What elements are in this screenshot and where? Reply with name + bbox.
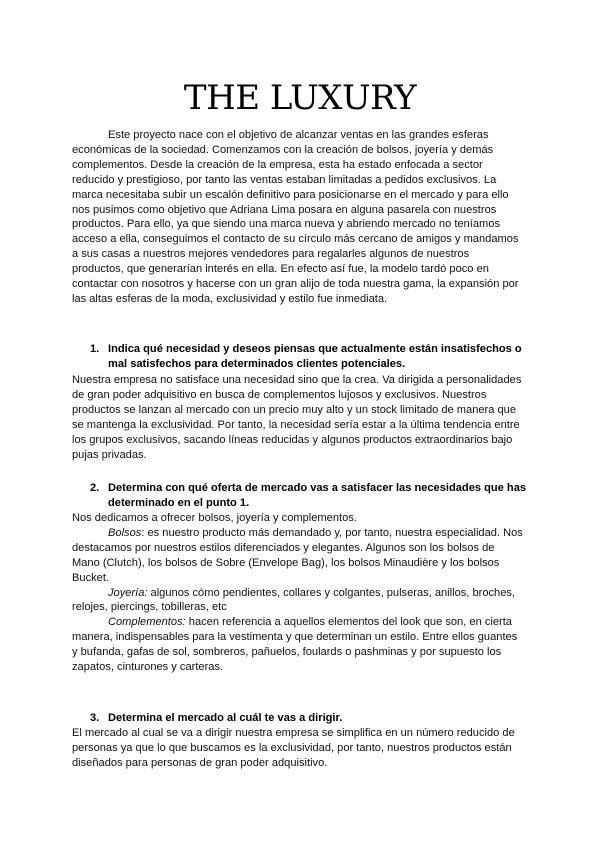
answer-item-joyeria <box>72 586 524 616</box>
question-2-answer <box>72 511 524 675</box>
question-text: Determina el mercado al cuál te vas a dirigir. <box>108 712 343 724</box>
question-text: Indica qué necesidad y deseos piensas que actualmente están insatisfechos o mal satisfechos para determinados clientes potenciales. <box>108 343 522 370</box>
item-term: Bolsos <box>108 526 142 539</box>
question-3-heading <box>90 711 530 726</box>
question-number: 1. <box>90 343 100 355</box>
question-text: Determina con qué oferta de mercado vas a satisfacer las necesidades que has determinado en el punto 1. <box>108 482 527 509</box>
item-text: hacen referencia a aquellos elementos del look que son, en cierta manera, indispensables para la vestimenta y que determinan un estilo. Entre ellos guantes y bufanda, gafas de sol, sombreros, pañuelos, foulards o pashminas y por supuesto los zapatos, cinturones y carteras. <box>72 616 518 674</box>
item-text: algunos cómo pendientes, collares y colgantes, pulseras, anillos, broches, relojes, piercings, tobilleras, etc <box>72 586 516 614</box>
question-2-heading <box>90 481 530 511</box>
document-title: THE LUXURY <box>183 78 417 118</box>
question-1-answer: Nuestra empresa no satisface una necesidad sino que la crea. Va dirigida a personalidades de gran poder adquisitivo en busca de complementos lujosos y exclusivos. Nuestros productos se lanzan al mercado con un precio muy alto y un stock limitado de manera que se mantenga la exclusividad. Por tanto, la necesidad sería estar a la última tendencia entre los grupos exclusivos, sacando líneas reducidas y algunos productos extraordinarios bajo pujas privadas. <box>72 374 522 461</box>
answer-item-complementos <box>72 615 524 675</box>
question-number: 3. <box>90 712 100 724</box>
answer-intro: Nos dedicamos a ofrecer bolsos, joyería y complementos. <box>72 512 357 524</box>
question-3-answer: El mercado al cual se va a dirigir nuestra empresa se simplifica en un número reducido de personas ya que lo que buscamos es la exclusividad, por tanto, nuestros productos están diseñados para personas de gran poder adquisitivo. <box>72 727 515 769</box>
item-term: Joyería: <box>108 586 148 599</box>
item-text: : es nuestro producto más demandado y, por tanto, nuestra especialidad. Nos destacamos por nuestros estilos diferenciados y elegantes. Algunos son los bolsos de Mano (Clutch), los bolsos de Sobre (Envelope Bag), los bolsos Minaudière y los bolsos Bucket. <box>72 526 523 584</box>
item-term: Complementos: <box>108 616 186 629</box>
question-number: 2. <box>90 482 100 494</box>
intro-paragraph: Este proyecto nace con el objetivo de alcanzar ventas en las grandes esferas económicas de la sociedad. Comenzamos con la creación de bolsos, joyería y demás complementos. Desde la creación de la empresa, esta ha estado enfocada a sector reducido y prestigioso, por tanto las ventas estaban limitadas a pedidos exclusivos. La marca necesitaba subir un escalón definitivo para posicionarse en el mercado y para ello nos pusimos como objetivo que Adriana Lima posara en alguna pasarela con nuestros productos. Para ello, ya que siendo una marca nueva y abriendo mercado no teníamos acceso a ella, conseguimos el contacto de su círculo más cercano de amigos y mandamos a sus casas a nuestros mejores vendedores para regalarles algunos de nuestros productos, que generarían interés en ella. En efecto así fue, la modelo tardó poco en contactar con nosotros y hacerse con un gran alijo de toda nuestra gama, la expansión por las altas esferas de la moda, exclusividad y estilo fue inmediata. <box>72 129 519 305</box>
question-1-heading <box>90 342 530 372</box>
answer-item-bolsos <box>72 526 524 586</box>
